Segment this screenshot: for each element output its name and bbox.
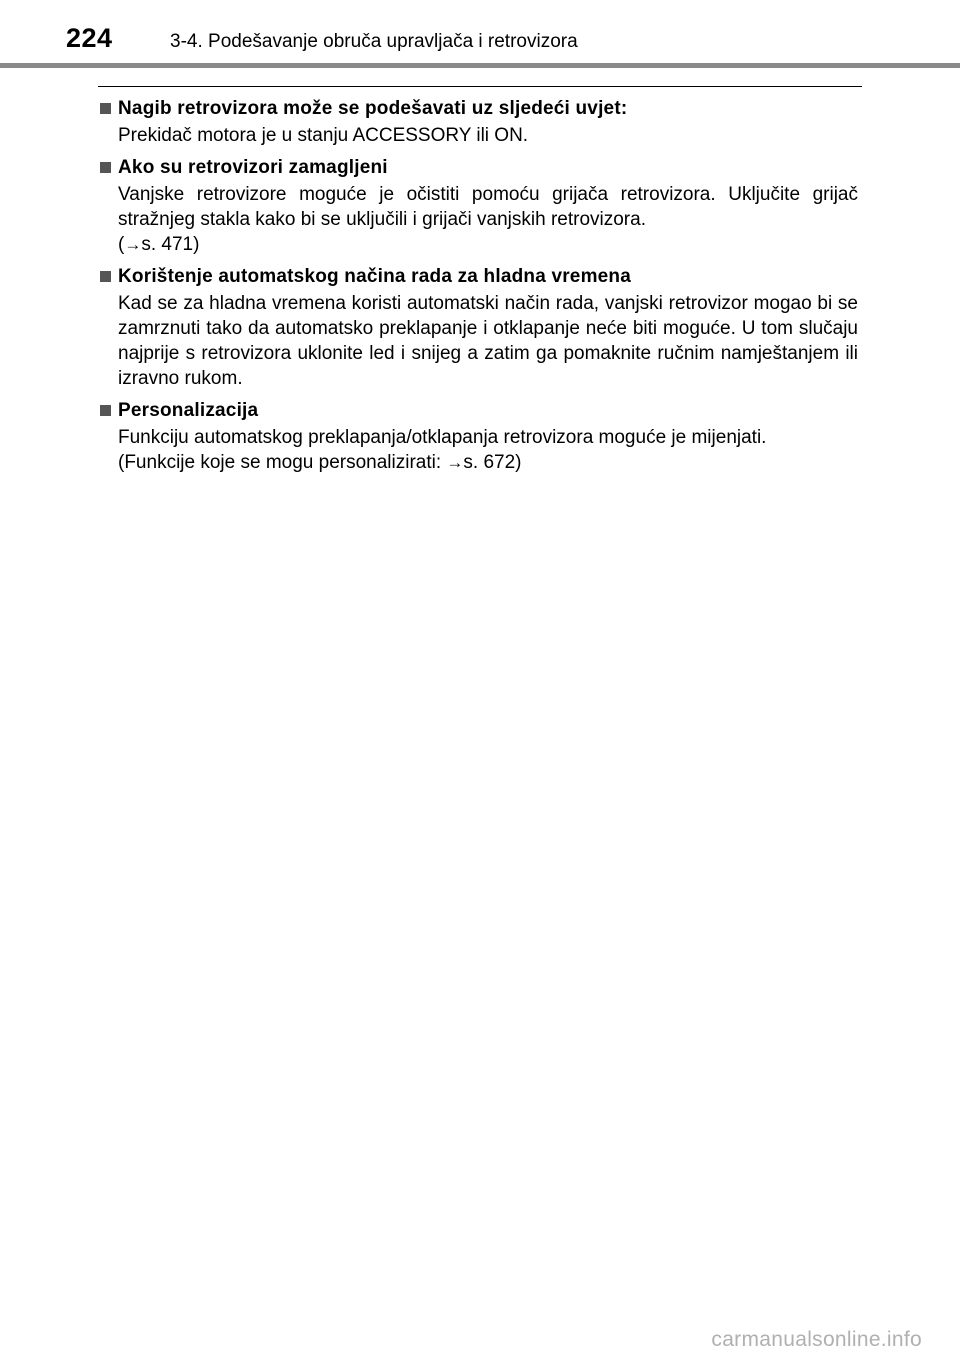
square-bullet-icon — [100, 162, 111, 173]
section-paragraph: Funkciju automatskog preklapanja/otklapanja retrovizora moguće je mijenjati. — [118, 427, 767, 448]
watermark: carmanualsonline.info — [711, 1328, 922, 1351]
section-heading — [98, 94, 858, 123]
page-reference — [118, 232, 858, 257]
right-arrow-icon: → — [124, 235, 142, 254]
section-heading-text: Ako su retrovizori zamagljeni — [118, 157, 388, 178]
square-bullet-icon — [100, 271, 111, 282]
square-bullet-icon — [100, 405, 111, 416]
section-mirror-tilt — [98, 94, 858, 148]
page-reference — [118, 450, 858, 475]
section-body — [98, 123, 858, 148]
page-number: 224 — [66, 23, 113, 53]
square-bullet-icon — [100, 103, 111, 114]
chapter-title: 3-4. Podešavanje obruča upravljača i retrovizora — [170, 31, 578, 52]
section-cold-weather-auto-mode — [98, 262, 858, 391]
section-paragraph: Vanjske retrovizore moguće je očistiti pomoću grijača retrovizora. Uključite grijač stražnjeg stakla kako bi se uključili i grijači vanjskih retrovizora. — [118, 184, 858, 230]
section-heading-text: Personalizacija — [118, 400, 259, 421]
section-paragraph: Kad se za hladna vremena koristi automatski način rada, vanjski retrovizor mogao bi se zamrznuti tako da automatsko preklapanje i otklapanje neće biti moguće. U tom slučaju najprije s retrovizora uklonite led i snijeg a zatim ga pomaknite ručnim namještanjem ili izravno rukom. — [118, 293, 858, 389]
page-header — [0, 0, 960, 70]
reference-link[interactable]: s. 672) — [463, 452, 522, 473]
section-paragraph: Prekidač motora je u stanju ACCESSORY ili ON. — [118, 125, 529, 146]
section-heading — [98, 262, 858, 291]
page-content — [98, 94, 858, 480]
reference-open-paren: ( — [118, 234, 125, 255]
reference-link[interactable]: s. 471) — [141, 234, 200, 255]
header-rule — [0, 63, 960, 68]
section-heading-text: Korištenje automatskog načina rada za hladna vremena — [118, 266, 632, 287]
section-heading — [98, 396, 858, 425]
right-arrow-icon: → — [446, 453, 464, 472]
section-personalization — [98, 396, 858, 475]
content-divider — [98, 86, 862, 87]
section-body — [98, 291, 858, 391]
reference-prefix: (Funkcije koje se mogu personalizirati: — [118, 452, 447, 473]
section-heading-text: Nagib retrovizora može se podešavati uz sljedeći uvjet: — [118, 98, 628, 119]
section-heading — [98, 153, 858, 182]
section-fogged-mirrors — [98, 153, 858, 257]
section-body — [98, 182, 858, 257]
section-body — [98, 425, 858, 475]
